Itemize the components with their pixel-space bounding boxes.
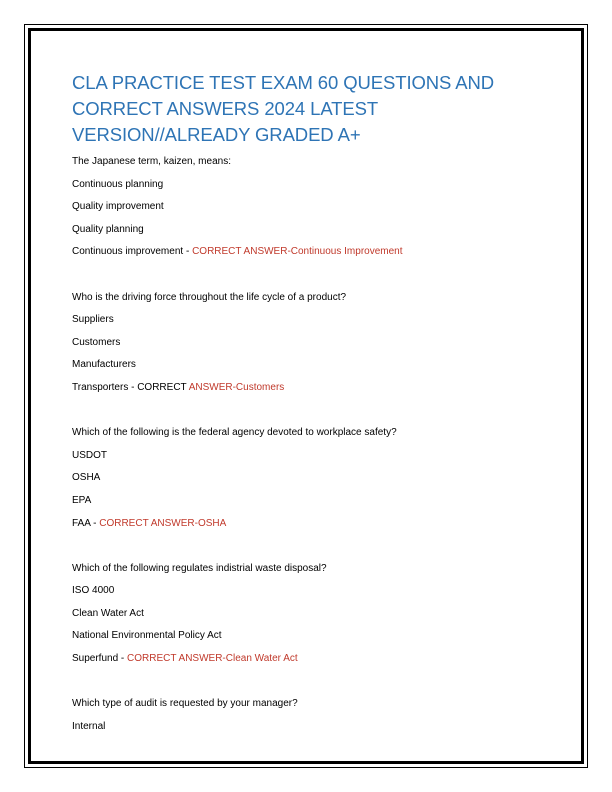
answer-option: EPA xyxy=(72,494,92,506)
answer-option: Continuous planning xyxy=(72,178,164,190)
answer-option-with-key xyxy=(72,517,542,530)
question-block xyxy=(72,697,542,733)
spacer xyxy=(72,268,542,291)
answer-option-text: Continuous improvement - xyxy=(72,246,193,258)
answer-option-with-key xyxy=(72,245,542,258)
question-text: Which of the following regulates indistrial waste disposal? xyxy=(72,562,327,574)
question-block xyxy=(72,291,542,394)
answer-option: Clean Water Act xyxy=(72,607,144,619)
question-block xyxy=(72,562,542,665)
question-block xyxy=(72,426,542,529)
correct-answer: CORRECT ANSWER-Clean Water Act xyxy=(127,653,298,665)
correct-answer: ANSWER-Customers xyxy=(188,381,285,393)
question-text: Which of the following is the federal agency devoted to workplace safety? xyxy=(72,427,397,439)
answer-option-text: Transporters - CORRECT xyxy=(72,381,189,393)
question-text: Who is the driving force throughout the life cycle of a product? xyxy=(72,291,347,303)
answer-option-text: Superfund - xyxy=(72,653,128,665)
spacer xyxy=(72,404,542,427)
answer-option-text: FAA - xyxy=(72,517,100,529)
question-text: Which type of audit is requested by your manager? xyxy=(72,698,298,710)
answer-option: ISO 4000 xyxy=(72,585,115,597)
correct-answer: CORRECT ANSWER-OSHA xyxy=(99,517,227,529)
answer-option: USDOT xyxy=(72,449,107,461)
answer-option: Quality planning xyxy=(72,223,144,235)
answer-option-with-key xyxy=(72,381,542,394)
answer-option: Quality improvement xyxy=(72,201,164,213)
answer-option: Customers xyxy=(72,336,121,348)
answer-option: Internal xyxy=(72,720,106,732)
question-block xyxy=(72,155,542,258)
answer-option: OSHA xyxy=(72,472,101,484)
document-body xyxy=(72,70,542,742)
answer-option: National Environmental Policy Act xyxy=(72,630,222,642)
question-text: The Japanese term, kaizen, means: xyxy=(72,156,231,167)
document-title: CLA PRACTICE TEST EXAM 60 QUESTIONS AND CORRECT ANSWERS 2024 LATEST VERSION//ALREADY GRADED A+ xyxy=(72,72,495,145)
spacer xyxy=(72,675,542,698)
answer-option-with-key xyxy=(72,652,542,665)
answer-option: Manufacturers xyxy=(72,359,136,371)
answer-option: Suppliers xyxy=(72,314,114,326)
correct-answer: CORRECT ANSWER-Continuous Improvement xyxy=(192,246,403,258)
spacer xyxy=(72,539,542,562)
